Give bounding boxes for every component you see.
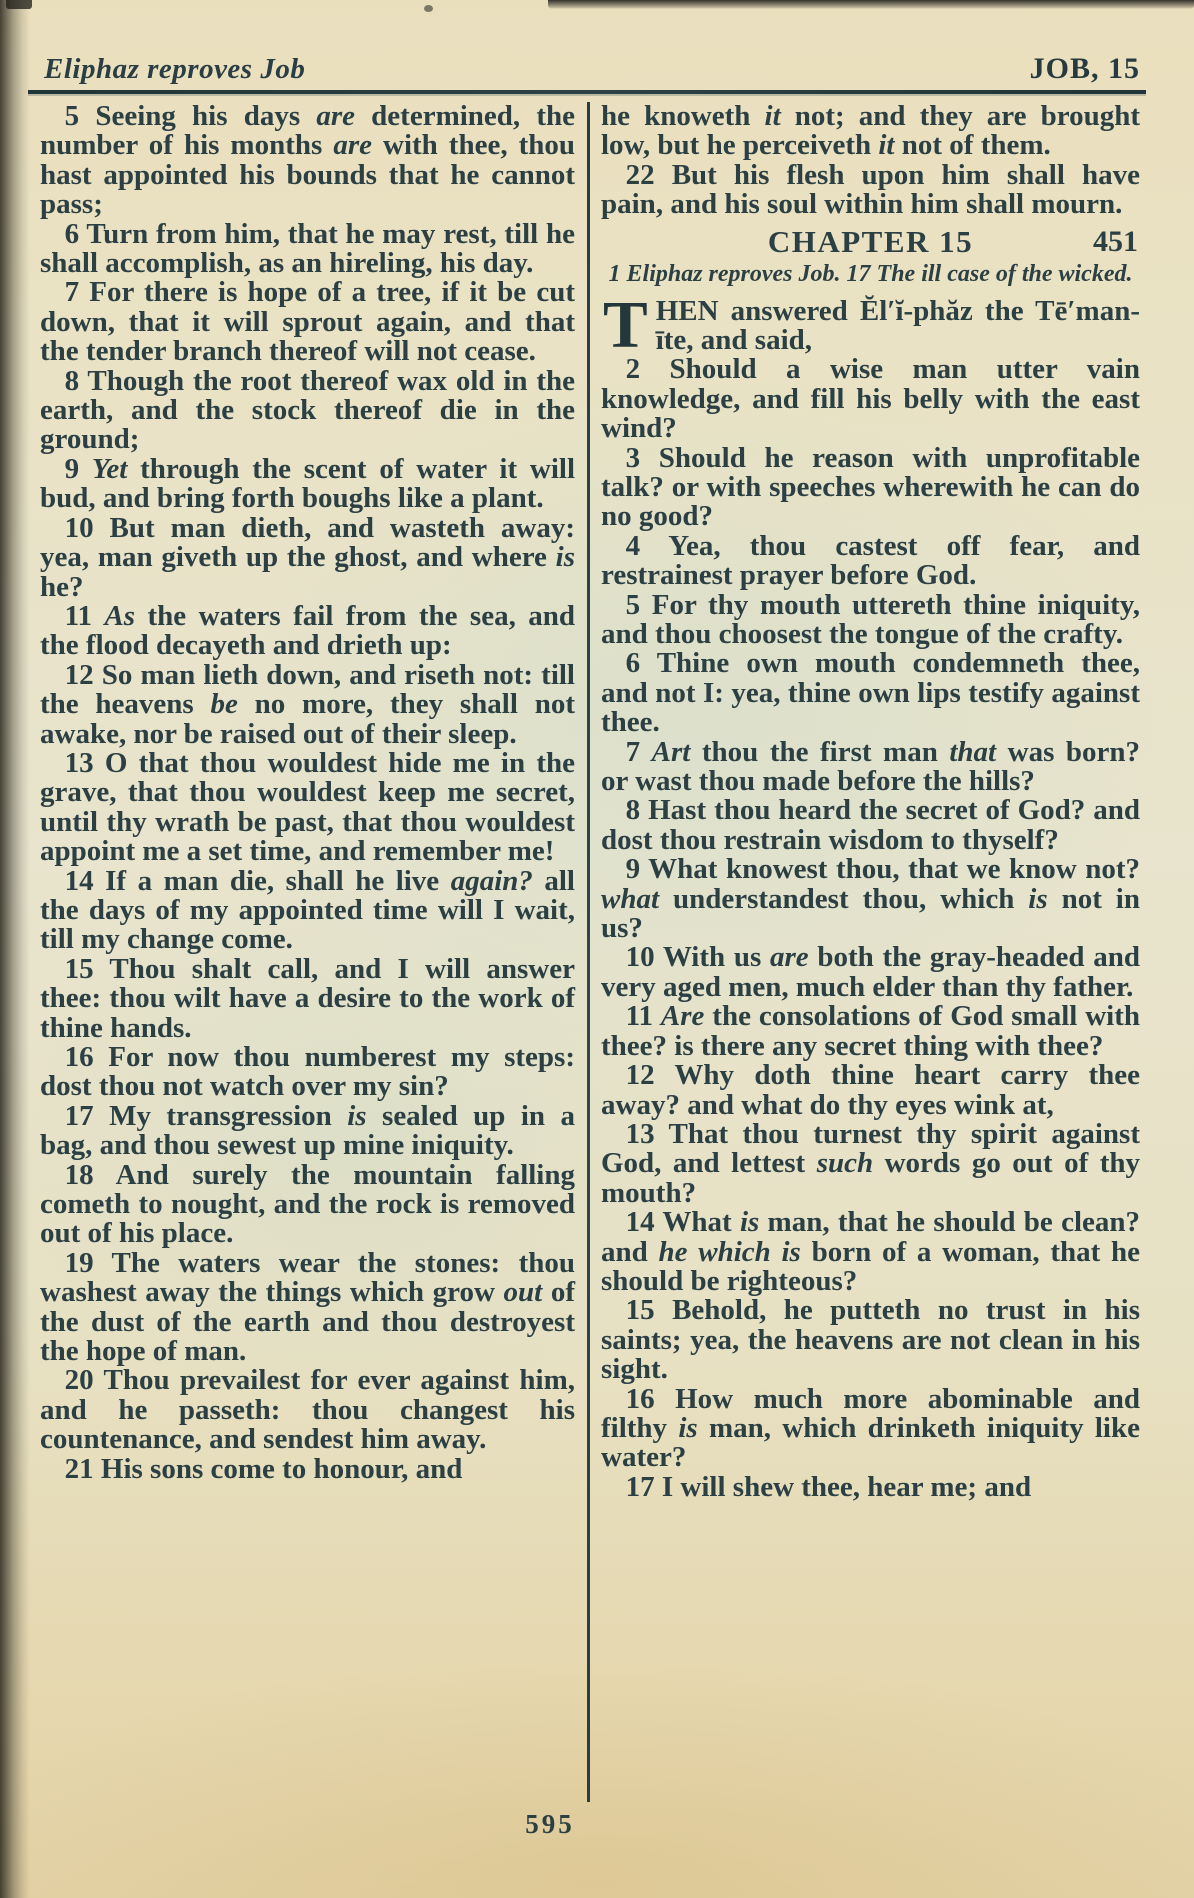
chapter-summary: 1 Eliphaz reproves Job. 17 The ill case of the wicked. <box>608 261 1133 288</box>
text-block <box>40 102 1140 1802</box>
chapter-heading <box>601 223 1140 259</box>
verse-paragraph: 13 O that thou wouldest hide me in the grave, that thou wouldest keep me secret, until thy wrath be past, that thou wouldest appoint me a set time, and remember me! <box>40 746 575 868</box>
verse-paragraph: 4 Yea, thou castest off fear, and restrainest prayer before God. <box>601 529 1140 592</box>
header-rule <box>28 90 1146 94</box>
scan-edge-mark <box>6 0 32 9</box>
verse-continuation: he knoweth it not; and they are brought low, but he perceiveth it not of them. <box>601 100 1140 162</box>
verse-paragraph: 22 But his flesh upon him shall have pain, and his soul within him shall mourn. <box>601 158 1140 221</box>
verse-paragraph: 9 Yet through the scent of water it will bud, and bring forth boughs like a plant. <box>40 452 575 515</box>
book-gutter-shadow <box>0 0 30 1898</box>
chapter-title: CHAPTER 15 <box>767 223 974 259</box>
right-column <box>601 102 1140 1802</box>
verse-paragraph: 11 As the waters fail from the sea, and the flood decayeth and drieth up: <box>40 599 575 662</box>
verse-paragraph: 5 Seeing his days are determined, the number of his months are with thee, thou hast appointed his bounds that he cannot pass; <box>40 100 576 221</box>
drop-cap: T <box>603 287 648 362</box>
verse-paragraph: 7 For there is hope of a tree, if it be cut down, that it will sprout again, and that the tender branch thereof will not cease. <box>40 276 575 368</box>
verse-paragraph: 15 Behold, he putteth no trust in his saints; yea, the heavens are not clean in his sight. <box>601 1294 1140 1386</box>
verse-paragraph: 17 I will shew thee, hear me; and <box>625 1470 1032 1503</box>
verse-paragraph: 20 Thou prevailest for ever against him, and he passeth: thou changest his countenance, and sendest him away. <box>40 1364 575 1456</box>
verse-paragraph: 16 For now thou numberest my steps: dost thou not watch over my sin? <box>40 1041 575 1103</box>
left-column <box>40 102 575 1802</box>
verse-1-text: HEN answered Ĕl′ĭ-phăz the Tē′man-īte, and said, <box>655 294 1140 356</box>
verse-paragraph: 2 Should a wise man utter vain knowledge, and fill his belly with the east wind? <box>601 353 1140 445</box>
column-divider <box>587 102 590 1802</box>
verse-paragraph: 14 What is man, that he should be clean? and he which is born of a woman, that he should be righteous? <box>601 1206 1140 1297</box>
verse-paragraph: 16 How much more abominable and filthy is man, which drinketh iniquity like water? <box>601 1382 1140 1474</box>
running-head-right: JOB, 15 <box>1029 52 1140 85</box>
right-column-verses <box>601 355 1140 1502</box>
running-head-left: Eliphaz reproves Job <box>44 53 306 85</box>
right-column-top-verses <box>601 158 1140 221</box>
verse-1-paragraph <box>601 287 1140 362</box>
page-number: 595 <box>525 1809 575 1839</box>
scan-speck <box>424 5 433 12</box>
verse-paragraph: 9 What knowest thou, that we know not? what understandest thou, which is not in us? <box>601 853 1140 945</box>
verse-paragraph: 12 So man lieth down, and riseth not: till the heavens be no more, they shall not awake, nor be raised out of their sleep. <box>40 658 575 750</box>
verse-paragraph: 17 My transgression is sealed up in a bag, and thou sewest up mine iniquity. <box>40 1099 575 1162</box>
verse-paragraph: 3 Should he reason with unprofitable talk? or with speeches wherewith he can do no good? <box>601 441 1140 533</box>
verse-paragraph: 6 Turn from him, that he may rest, till he shall accomplish, as an hireling, his day. <box>40 217 575 280</box>
verse-paragraph: 7 Art thou the first man that was born? or wast thou made before the hills? <box>601 735 1141 798</box>
verse-paragraph: 11 Are the consolations of God small with thee? is there any secret thing with thee? <box>601 1000 1140 1062</box>
verse-paragraph: 6 Thine own mouth condemneth thee, and not I: yea, thine own lips testify against thee. <box>601 647 1140 739</box>
verse-paragraph: 5 For thy mouth uttereth thine iniquity, and thou choosest the tongue of the crafty. <box>601 588 1140 650</box>
scan-edge-streak <box>548 0 1194 9</box>
verse-paragraph: 21 His sons come to honour, and <box>64 1452 463 1485</box>
verse-paragraph: 15 Thou shalt call, and I will answer thee: thou wilt have a desire to the work of thine hands. <box>40 952 575 1044</box>
verse-paragraph: 19 The waters wear the stones: thou washest away the things which grow out of the dust of the earth and thou destroyest the hope of man. <box>40 1246 575 1368</box>
verse-paragraph: 8 Hast thou heard the secret of God? and dost thou restrain wisdom to thyself? <box>601 794 1140 856</box>
verse-paragraph: 18 And surely the mountain falling cometh to nought, and the rock is removed out of his place. <box>40 1158 575 1250</box>
verse-paragraph: 13 That thou turnest thy spirit against God, and lettest such words go out of thy mouth? <box>601 1117 1140 1209</box>
verse-paragraph: 10 But man dieth, and wasteth away: yea, man giveth up the ghost, and where is he? <box>40 511 575 603</box>
verse-paragraph: 14 If a man die, shall he live again? all the days of my appointed time will I wait, till my change come. <box>40 864 575 956</box>
verse-paragraph: 8 Though the root thereof wax old in the earth, and the stock thereof die in the ground; <box>40 364 575 456</box>
verse-paragraph: 12 Why doth thine heart carry thee away? and what do thy eyes wink at, <box>601 1059 1140 1121</box>
chapter-column-ref: 451 <box>1093 224 1138 258</box>
verse-paragraph: 10 With us are both the gray-headed and very aged men, much elder than thy father. <box>601 941 1140 1003</box>
running-head <box>44 52 1140 86</box>
